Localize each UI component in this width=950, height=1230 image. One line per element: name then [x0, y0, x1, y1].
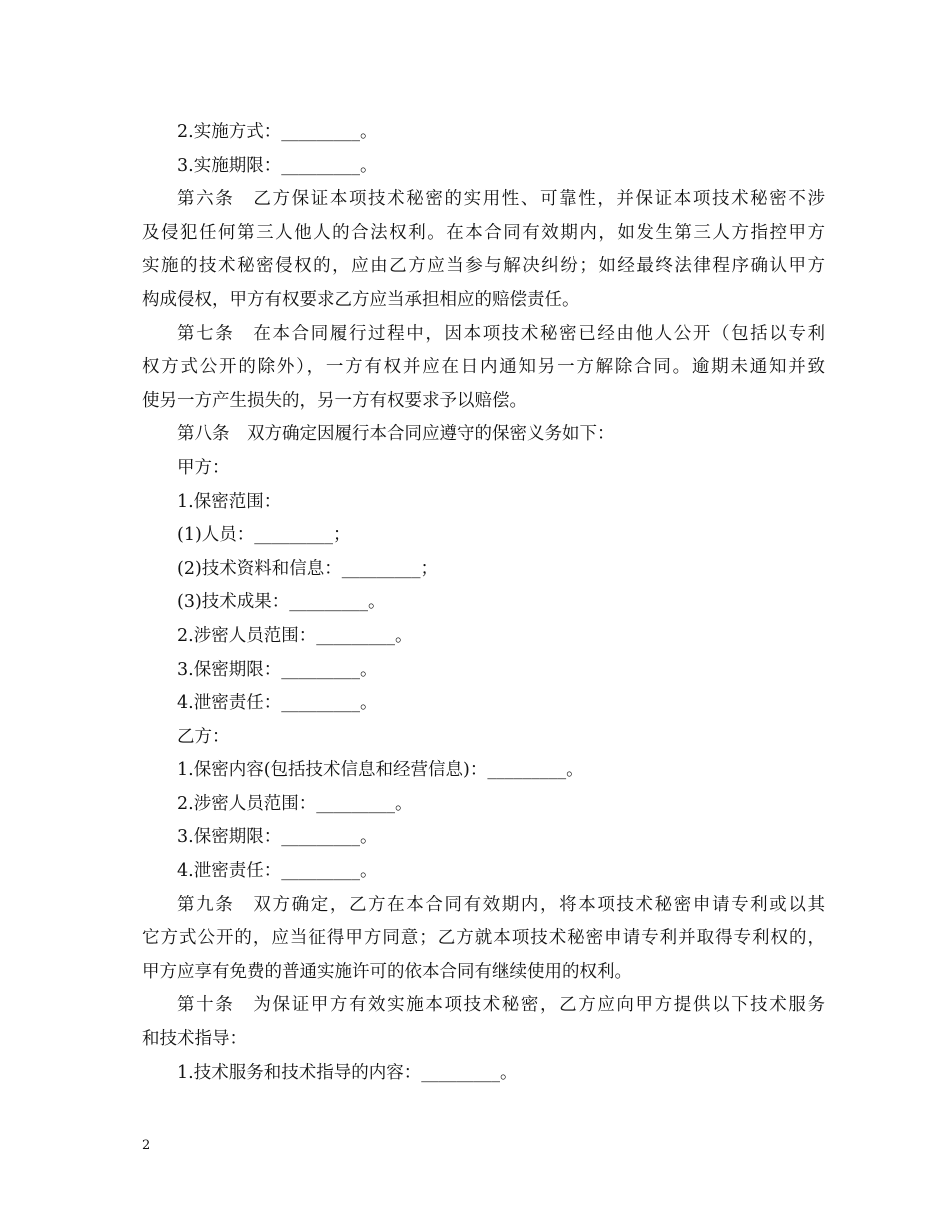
text-line: 及侵犯任何第三人他人的合法权利。在本合同有效期内，如发生第三人方指控甲方	[142, 222, 825, 243]
text-line: 甲方应享有免费的普通实施许可的依本合同有继续使用的权利。	[142, 961, 632, 982]
text-line: 第六条 乙方保证本项技术秘密的实用性、可靠性，并保证本项技术秘密不涉	[177, 189, 825, 210]
text-line: 1.保密内容(包括技术信息和经营信息)：_________。	[177, 760, 584, 781]
text-line: (3)技术成果：_________。	[177, 592, 386, 613]
text-line: 甲方：	[177, 457, 230, 478]
text-line: 4.泄密责任：_________。	[177, 693, 378, 714]
text-line: 权方式公开的除外），一方有权并应在日内通知另一方解除合同。逾期未通知并致	[142, 357, 825, 378]
text-line: 实施的技术秘密侵权的，应由乙方应当参与解决纠纷；如经最终法律程序确认甲方	[142, 256, 825, 277]
text-line: 第八条 双方确定因履行本合同应遵守的保密义务如下：	[177, 424, 615, 445]
text-line: 2.涉密人员范围：_________。	[177, 793, 413, 814]
text-line: 3.保密期限：_________。	[177, 659, 378, 680]
page-number: 2	[142, 1138, 151, 1153]
text-line: 4.泄密责任：_________。	[177, 861, 378, 882]
text-line: 乙方：	[177, 726, 230, 747]
text-line: 使另一方产生损失的，另一方有权要求予以赔偿。	[142, 390, 527, 411]
text-line: 2.涉密人员范围：_________。	[177, 625, 413, 646]
text-line: 3.保密期限：_________。	[177, 827, 378, 848]
text-line: 和技术指导：	[142, 1029, 247, 1050]
text-line: (2)技术资料和信息：_________；	[177, 558, 439, 579]
text-line: 它方式公开的，应当征得甲方同意；乙方就本项技术秘密申请专利并取得专利权的，	[142, 928, 825, 949]
text-line: 构成侵权，甲方有权要求乙方应当承担相应的赔偿责任。	[142, 289, 580, 310]
text-line: 第十条 为保证甲方有效实施本项技术秘密，乙方应向甲方提供以下技术服务	[177, 995, 825, 1016]
text-line: 第九条 双方确定，乙方在本合同有效期内，将本项技术秘密申请专利或以其	[177, 894, 825, 915]
text-line: (1)人员：_________；	[177, 525, 351, 546]
text-line: 1.保密范围：	[177, 491, 282, 512]
text-line: 2.实施方式：_________。	[177, 122, 378, 142]
text-line: 1.技术服务和技术指导的内容：_________。	[177, 1062, 518, 1083]
text-line: 第七条 在本合同履行过程中，因本项技术秘密已经由他人公开（包括以专利	[177, 323, 825, 344]
text-line: 3.实施期限：_________。	[177, 155, 378, 176]
document-body	[142, 116, 825, 1090]
